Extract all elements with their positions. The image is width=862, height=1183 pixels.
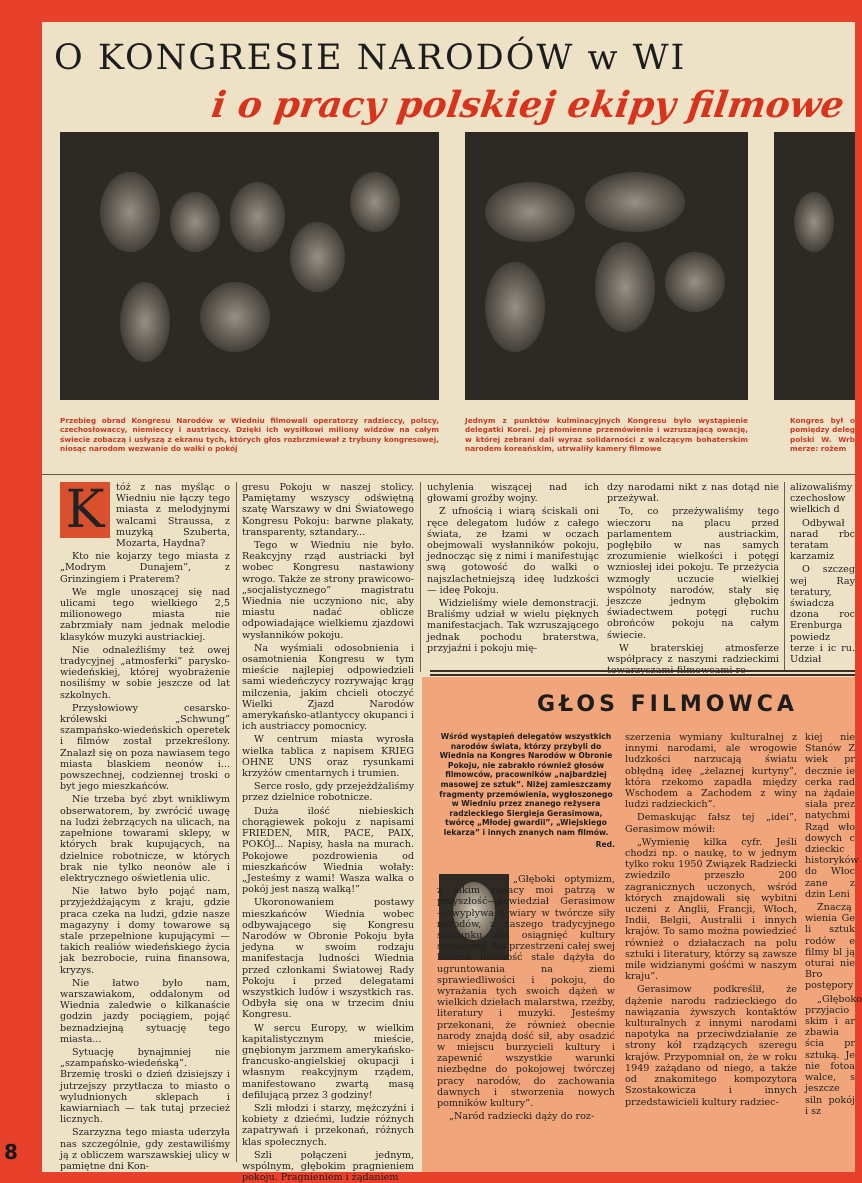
article-column-5 bbox=[790, 482, 855, 672]
article-paragraph: Na wyśmiali odosobnienia i osamotnienia Kongresu w tym mieście najlepiej odpowiedzieli sami wiedeńczycy rozrywając krąg milczenia, jakim chcieli otoczyć Wielki Zjazd Narodów amerykańsko-atlantyccy okupanci i ich austriaccy pomocnicy. bbox=[242, 642, 414, 733]
box-column-3 bbox=[805, 732, 862, 1166]
article-paragraph: W braterskiej atmosferze współpracy z naszymi radzieckimi bbox=[607, 642, 779, 666]
column-divider bbox=[236, 482, 237, 1162]
photo-delegates-conversation bbox=[774, 132, 855, 400]
drop-cap: K bbox=[60, 482, 110, 538]
article-paragraph: Szli połączeni jednym, wspólnym, głębokim pragnieniem pokoju. Pragnieniem i żądaniem bbox=[242, 1149, 414, 1183]
box-top-rule-2 bbox=[430, 674, 855, 676]
article-paragraph: O szczeg wej Ray teratury, świadcza dzona roc Erenburga powiedz terze i ic ru. Udział bbox=[790, 564, 855, 666]
article-paragraph: We mgle unoszącej się nad ulicami tego wielkiego 2,5 milionowego miasta nie zabrzmiały nam jednak melodie klasyków muzyki austriackiej. bbox=[60, 586, 230, 643]
box-intro-sign: Red. bbox=[595, 839, 615, 849]
article-paragraph: W centrum miasta wyrosła wielka tablica z napisem KRIEG OHNE UNS oraz rysunkami krzyżów cmentarnych i trumien. bbox=[242, 734, 414, 780]
article-column-3 bbox=[427, 482, 599, 672]
top-red-border bbox=[0, 0, 855, 22]
column-divider bbox=[420, 482, 421, 672]
article-paragraph: W sercu Europy, w wielkim kapitalistycznym mieście, gnębionym jarzmem amerykańsko-francusko-angielskiej okupacji i własnym reakcyjnym rządem, manifestowano zwartą masą defilującą przez 3 godziny! bbox=[242, 1022, 414, 1101]
article-paragraph: Szarzyzna tego miasta uderzyła nas szczególnie, gdy zestawiliśmy ją z obliczem warszawskiej ulicy w pamiętne dni Kon- bbox=[60, 1127, 230, 1172]
box-paragraph: Znaczą wienia Ge li sztuk rodów e filmy bl ją oturai nie Bro postępory bbox=[805, 902, 855, 992]
page-subtitle: i o pracy polskiej ekipy filmowe bbox=[209, 84, 847, 126]
box-paragraph: „Głęboki optymizm, z jakim rodacy moi patrzą w przyszłość—powiedział Gerasimow — wypływa z wiary w twórcze siły narodów, z naszego tradycyjnego szacunku dla osiągnięć kultury światowej. Na przestrzeni całej swej historii ludzkość stale dążyła do ugruntowania na ziemi sprawiedliwości i pokoju, do wyrażania tych swoich dążeń w wielkich dziełach malarstwa, rzeźby, literatury i muzyki. Jesteśmy przekonani, że również obecnie narody znajdą dość sił, aby osadzić w miejscu burzycieli kultury i zapewnić wszystkie warunki niezbędne do pokojowej twórczej pracy narodów, do zachowania dawnych i stworzenia nowych pomników kultury”. bbox=[437, 874, 615, 1110]
article-paragraph: Kto nie kojarzy tego miasta z „Modrym Dunajem”, z Grinzingiem i Praterem? bbox=[60, 551, 230, 585]
article-column-4 bbox=[607, 482, 779, 672]
article-paragraph: Serce rosło, gdy przejeżdżaliśmy przez dzielnice robotnicze. bbox=[242, 781, 414, 804]
article-paragraph: Z ufnością i wiarą ściskali oni ręce delegatom ludów z całego świata, ze łzami w oczach obejmowali wysłanników pokoju, jednocząc się z nimi i manifestując swą gotowość do walki o najszlachetniejszą ideę ludzkości — ideę Pokoju. bbox=[427, 506, 599, 596]
photo-caption-korean-delegate: Jednym z punktów kulminacyjnych Kongresu było wystąpienie delegatki Korei. Jej płomienne przemówienie i wzruszającą owację, w której zebrani dali wyraz solidarności z walczącym bohaterskim narodem koreańskim, utrwaliły kamery filmowe bbox=[465, 416, 748, 453]
magazine-page bbox=[42, 22, 862, 1183]
article-paragraph: alizowaliśmy czechosłow wielkich d bbox=[790, 482, 853, 516]
box-paragraph: Demaskując fałsz tej „idei”, Gerasimow mówił: bbox=[625, 812, 797, 835]
box-paragraph: „Wymienię kilka cyfr. Jeśli chodzi np. o naukę, to w jednym tylko roku 1950 Związek Radziecki zwiedziło przeszło 200 zagranicznych uczonych, wśród których znajdowali się wybitni uczeni z Anglii, Francji, Włoch, Indii, Belgii, Australii i innych krajów. To samo można powiedzieć również o działaczach na polu sztuki i literatury, którzy są zawsze mile widzianymi gośćmi w naszym kraju”. bbox=[625, 836, 797, 983]
box-paragraph: „Głęboko przyjacio skim i ar zbawia ścia pr sztuką. Je nie fotoa walce, s jeszcze siln pokój i sz bbox=[805, 993, 862, 1117]
photo-caption-delegates: Kongres był o pomiędzy deleg polski W. Wrb merze: rożem bbox=[790, 416, 855, 453]
box-paragraph: Gerasimow podkreślił, że dążenie narodu radzieckiego do nawiązania żywszych kontaktów kulturalnych z innymi narodami napotyka na przeciwdziałanie ze strony kół rządzących szeregu krajów. Przypomniał on, że w roku 1949 zażądano od niego, a także od znakomitego kompozytora Szostakowicza i innych przedstawicieli kultury radziec- bbox=[625, 984, 797, 1108]
article-paragraph: Widzieliśmy wiele demonstracji. Braliśmy udział w wielu pięknych manifestacjach. Tak wzruszającego jednak pochodu braterstwa, przyjaźni i pokoju mię- bbox=[427, 598, 599, 654]
article-paragraph: Tego w Wiedniu nie było. Reakcyjny rząd austriacki był wobec Kongresu nastawiony wrogo. Także ze strony prawicowo-„socjalistycznego” magistratu Wiednia nie uczyniono nic, aby miastu nadać oblicze odpowiadające wielkiemu zjazdowi wysłanników pokoju. bbox=[242, 540, 414, 641]
box-column-2 bbox=[625, 732, 797, 1166]
article-paragraph: Sytuację bynajmniej nie „szampańsko-wiedeńską”. Brzemię troski o dzień dzisiejszy i jutrzejszy przytłacza to miasto o wyludnionych sklepach i kawiarniach — tak tutaj przecież licznych. bbox=[60, 1046, 230, 1126]
article-paragraph: Nie odnaleźliśmy też owej tradycyjnej „atmosferki” parysko-wiedeńskiej, której wyobrażenie nosiliśmy w sobie jeszcze od lat szkolnych. bbox=[60, 644, 230, 701]
box-column-1 bbox=[437, 874, 615, 1166]
article-column-1 bbox=[60, 482, 230, 1172]
article-paragraph: dzy narodami nikt z nas dotąd nie przeżywał. bbox=[607, 482, 779, 505]
article-paragraph: Nie trzeba być zbyt wnikliwym obserwatorem, by zwrócić uwagę na ludzi żebrzących na ulicach, na zapełnione towarami sklepy, w których brak kupujących, na dzielnice robotnicze, w których brak nie tylko neonów ale i elektrycznego oświetlenia ulic. bbox=[60, 794, 230, 884]
box-title: GŁOS FILMOWCA bbox=[537, 692, 798, 717]
photo-camera-operators bbox=[60, 132, 439, 400]
box-top-rule bbox=[430, 670, 855, 672]
box-intro bbox=[437, 732, 615, 849]
left-red-border bbox=[0, 0, 42, 1183]
box-paragraph: „Naród radziecki dąży do roz- bbox=[449, 1111, 595, 1123]
photo-korean-delegate bbox=[465, 132, 748, 400]
article-paragraph: Nie łatwo było pojąć nam, przyjeżdżającym z kraju, gdzie praca czeka na ludzi, gdzie nasze magazyny i domy towarowe są stale przepełnione kupującymi — takich realiów wiedeńskiego życia jak bezrobocie, ruina finansowa, kryzys. bbox=[60, 886, 230, 976]
caption-divider bbox=[42, 474, 855, 475]
article-paragraph: tóż z nas myśląc o Wiedniu nie łączy tego miasta z melodyjnymi walcami Straussa, z muzyką Szuberta, Mozarta, Haydna? bbox=[116, 482, 230, 550]
box-paragraph: kiej nie Stanów Z wiek pr decznie ie cerka rad na żądaie siała prez natychmi Rząd wło dowych c dzieckic historyków do Włoc zane z dzin Leni bbox=[805, 732, 859, 900]
article-paragraph: uchylenia wiszącej nad ich głowami groźby wojny. bbox=[427, 482, 599, 505]
article-paragraph: Ukoronowaniem postawy mieszkańców Wiednia wobec odbywającego się Kongresu Narodów w Obronie Pokoju była jedyna w swoim rodzaju manifestacja ludności Wiednia przed członkami Światowej Rady Pokoju i przed delegatami wszystkich ludów i wszystkich ras. Odbyła się ona w trzecim dniu Kongresu. bbox=[242, 897, 414, 1021]
box-intro-text: Wśród wystąpień delegatów wszystkich narodów świata, którzy przybyli do Wiednia na Kongres Narodów w Obronie Pokoju, nie zabrakło również głosów filmowców, pracowników „najbardziej masowej ze sztuk”. Niżej zamieszczamy fragmenty przemówienia, wygłoszonego w Wiedniu przez znanego reżysera radzieckiego Siergieja Gerasimowa, twórcę „Młodej gwardii”, „Wiejskiego lekarza” i innych znanych nam filmów. bbox=[439, 732, 613, 837]
page-number: 8 bbox=[4, 1140, 18, 1164]
article-paragraph: To, co przeżywaliśmy tego wieczoru na placu przed parlamentem austriackim, pogłębiło w nas samych zrozumienie wielkości i potęgi wzniosłej idei pokoju. Te przeżycia wzmogły uczucie wielkiej wspólnoty narodów, stały się jeszcze jednym głębokim świadectwem potęgi ruchu obrońców pokoju na całym świecie. bbox=[607, 506, 779, 641]
article-column-2 bbox=[242, 482, 414, 1183]
article-paragraph: Szli młodzi i starzy, mężczyźni i kobiety z dziećmi, ludzie różnych zapatrywań i przekonań, różnych klas społecznych. bbox=[242, 1102, 414, 1148]
box-paragraph: szerzenia wymiany kulturalnej z innymi narodami, ale wrogowie ludzkości narzucają światu obłędną ideę „żelaznej kurtyny”, która rzekomo zapadła między Wschodem a Zachodem z winy ludzi radzieckich”. bbox=[625, 732, 797, 811]
article-paragraph: Odbywał narad rbc teratam karzamiz bbox=[790, 517, 855, 563]
article-paragraph: Nie łatwo było nam, warszawiakom, oddalonym od Wiednia zaledwie o kilkanaście godzin jazdy pociągiem, pojąć beznadziejną sytuację tego miasta... bbox=[60, 977, 230, 1045]
article-paragraph: gresu Pokoju w naszej stolicy. Pamiętamy wszyscy odświętną szatę Warszawy w dni Światowego Kongresu Pokoju: barwne plakaty, transparenty, sztandary... bbox=[242, 482, 414, 538]
column-divider bbox=[784, 482, 785, 672]
article-paragraph: Duża ilość niebieskich chorągiewek pokoju z napisami FRIEDEN, MIR, PACE, PAIX, POKÓJ... Napisy, hasła na murach. Pokojowe pozdrowienia od mieszkańców Wiednia wołały: „Jesteśmy z wami! Wasza walka o pokój jest naszą walką!” bbox=[242, 805, 414, 896]
article-paragraph: Przysłowiowy cesarsko-królewski „Schwung” szampańsko-wiedeńskich operetek i filmów został przekreślony. Znalazł się on poza nawiasem tego miasta blaskiem neonów i... powszechnej, codziennej troski o byt jego mieszkańców. bbox=[60, 702, 230, 793]
photo-caption-operators: Przebieg obrad Kongresu Narodów w Wiedniu filmowali operatorzy radzieccy, polscy, czechosłowaccy, niemieccy i austriaccy. Dzięki ich wysiłkowi miliony widzów na całym świecie zobaczą i usłyszą z ekranu tych, których głos rozbrzmiewał z trybuny kongresowej, niosąc narodom wezwanie do walki o pokój bbox=[60, 416, 439, 453]
page-title: O KONGRESIE NARODÓW w WI bbox=[54, 38, 687, 78]
